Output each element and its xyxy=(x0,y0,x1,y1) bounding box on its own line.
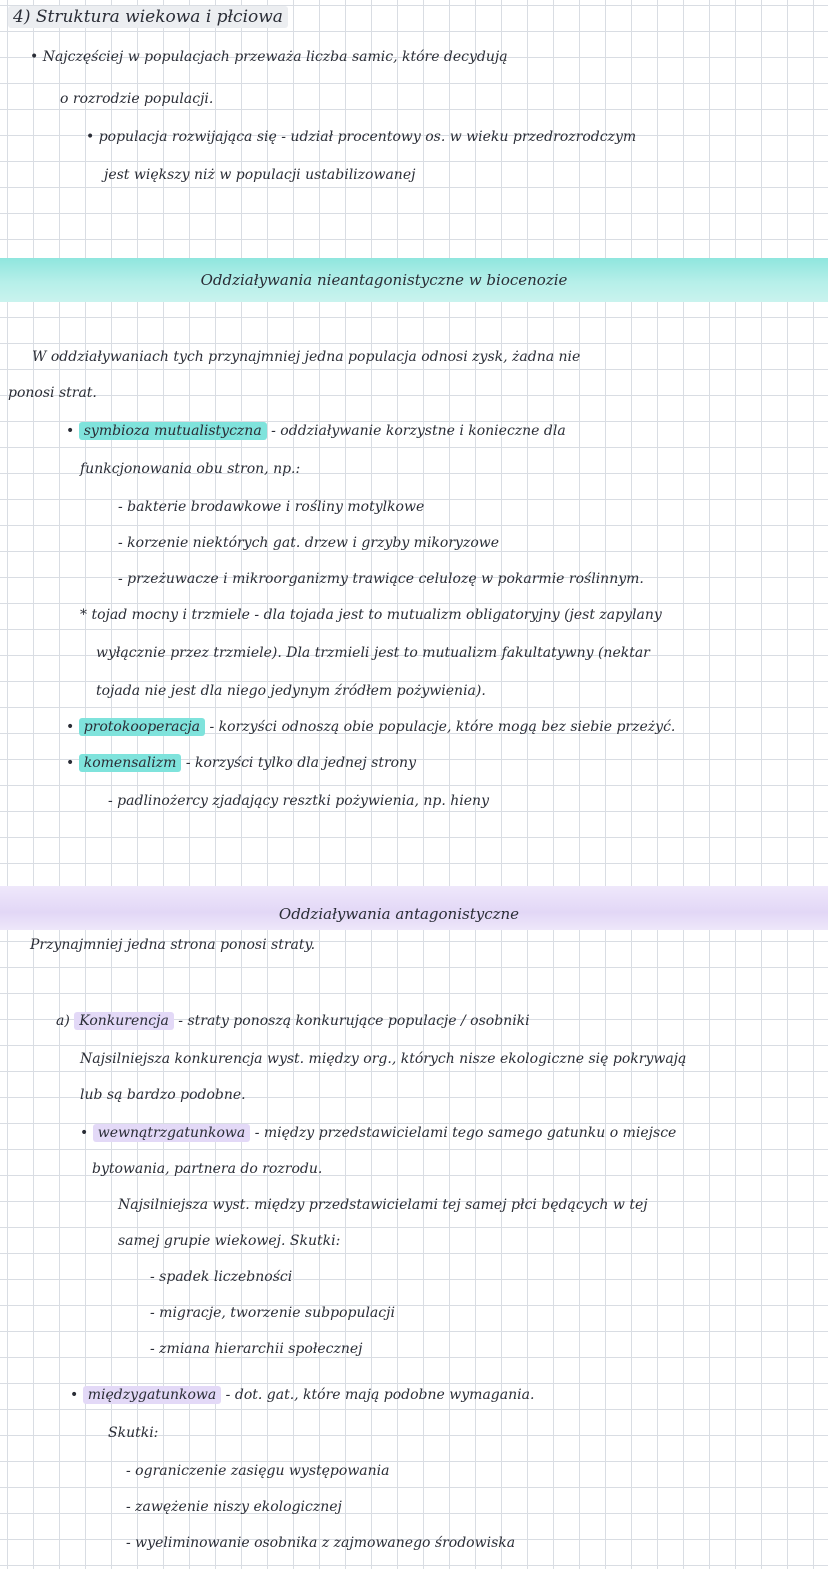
section-4-line-3: • populacja rozwijająca się - udział procentowy os. w wieku przedrozrodczym xyxy=(86,129,637,145)
bullet-icon: • xyxy=(80,1125,89,1141)
competition-label: a) xyxy=(56,1013,70,1029)
mutualism-definition: - oddziaływanie korzystne i konieczne dla xyxy=(271,423,566,439)
mutualism-note-3: tojada nie jest dla niego jedynym źródłem pożywienia). xyxy=(96,683,486,699)
commensalism-definition: - korzyści tylko dla jednej strony xyxy=(185,755,416,771)
mutualism-note-1: * tojad mocny i trzmiele - dla tojada jest to mutualizm obligatoryjny (jest zapylany xyxy=(80,607,662,623)
antagonistic-heading: Oddziaływania antagonistyczne xyxy=(278,905,520,923)
bullet-icon: • xyxy=(66,423,75,439)
mutualism-line xyxy=(66,422,566,440)
commensalism-example: - padlinożercy zjadający resztki pożywienia, np. hieny xyxy=(108,793,489,809)
intraspecific-effect-2: - migracje, tworzenie subpopulacji xyxy=(150,1305,395,1321)
competition-line-3: lub są bardzo podobne. xyxy=(80,1087,246,1103)
intraspecific-effect-1: - spadek liczebności xyxy=(150,1269,293,1285)
nonantagonistic-heading-band xyxy=(0,258,828,302)
mutualism-definition-2: funkcjonowania obu stron, np.: xyxy=(80,461,301,477)
intraspecific-definition-2: bytowania, partnera do rozrodu. xyxy=(92,1161,323,1177)
mutualism-example-3: - przeżuwacze i mikroorganizmy trawiące celulozę w pokarmie roślinnym. xyxy=(118,571,644,587)
commensalism-line xyxy=(66,754,416,772)
intraspecific-paragraph-1: Najsilniejsza wyst. między przedstawicielami tej samej płci będących w tej xyxy=(118,1197,648,1213)
intraspecific-effect-3: - zmiana hierarchii społecznej xyxy=(150,1341,363,1357)
interspecific-term: międzygatunkowa xyxy=(83,1386,222,1404)
mutualism-term: symbioza mutualistyczna xyxy=(79,422,267,440)
mutualism-note-2: wyłącznie przez trzmiele). Dla trzmieli jest to mutualizm fakultatywny (nektar xyxy=(96,645,650,661)
competition-term: Konkurencja xyxy=(74,1012,174,1030)
bullet-icon: • xyxy=(70,1387,79,1403)
antagonistic-intro: Przynajmniej jedna strona ponosi straty. xyxy=(30,937,316,953)
intraspecific-definition: - między przedstawicielami tego samego gatunku o miejsce xyxy=(254,1125,677,1141)
competition-line xyxy=(56,1012,530,1030)
competition-definition: - straty ponoszą konkurujące populacje / osobniki xyxy=(178,1013,530,1029)
nonantagonistic-intro-2: ponosi strat. xyxy=(8,385,97,401)
competition-line-2: Najsilniejsza konkurencja wyst. między org., których nisze ekologiczne się pokrywają xyxy=(80,1051,687,1067)
protocooperation-line xyxy=(66,718,675,736)
section-4-title-text: 4) Struktura wiekowa i płciowa xyxy=(8,6,288,28)
bullet-icon: • xyxy=(66,719,75,735)
interspecific-effects-label: Skutki: xyxy=(108,1425,159,1441)
nonantagonistic-intro-1: W oddziaływaniach tych przynajmniej jedna populacja odnosi zysk, żadna nie xyxy=(32,349,581,365)
mutualism-example-2: - korzenie niektórych gat. drzew i grzyby mikoryzowe xyxy=(118,535,500,551)
commensalism-term: komensalizm xyxy=(79,754,182,772)
section-4-line-1: • Najczęściej w populacjach przeważa liczba samic, które decydują xyxy=(30,49,508,65)
interspecific-line xyxy=(70,1386,534,1404)
nonantagonistic-heading: Oddziaływania nieantagonistyczne w biocenozie xyxy=(200,271,568,289)
section-4-title xyxy=(8,8,288,26)
section-4-line-2: o rozrodzie populacji. xyxy=(60,91,214,107)
interspecific-effect-2: - zawężenie niszy ekologicznej xyxy=(126,1499,342,1515)
interspecific-effect-3: - wyeliminowanie osobnika z zajmowanego środowiska xyxy=(126,1535,516,1551)
antagonistic-heading-band xyxy=(0,886,828,930)
bullet-icon: • xyxy=(66,755,75,771)
protocooperation-definition: - korzyści odnoszą obie populacje, które mogą bez siebie przeżyć. xyxy=(209,719,676,735)
mutualism-example-1: - bakterie brodawkowe i rośliny motylkowe xyxy=(118,499,425,515)
interspecific-definition: - dot. gat., które mają podobne wymagania. xyxy=(225,1387,535,1403)
intraspecific-paragraph-2: samej grupie wiekowej. Skutki: xyxy=(118,1233,341,1249)
section-4-line-4: jest większy niż w populacji ustabilizowanej xyxy=(104,167,416,183)
intraspecific-line xyxy=(80,1124,676,1142)
protocooperation-term: protokooperacja xyxy=(79,718,205,736)
interspecific-effect-1: - ograniczenie zasięgu występowania xyxy=(126,1463,390,1479)
intraspecific-term: wewnątrzgatunkowa xyxy=(93,1124,251,1142)
